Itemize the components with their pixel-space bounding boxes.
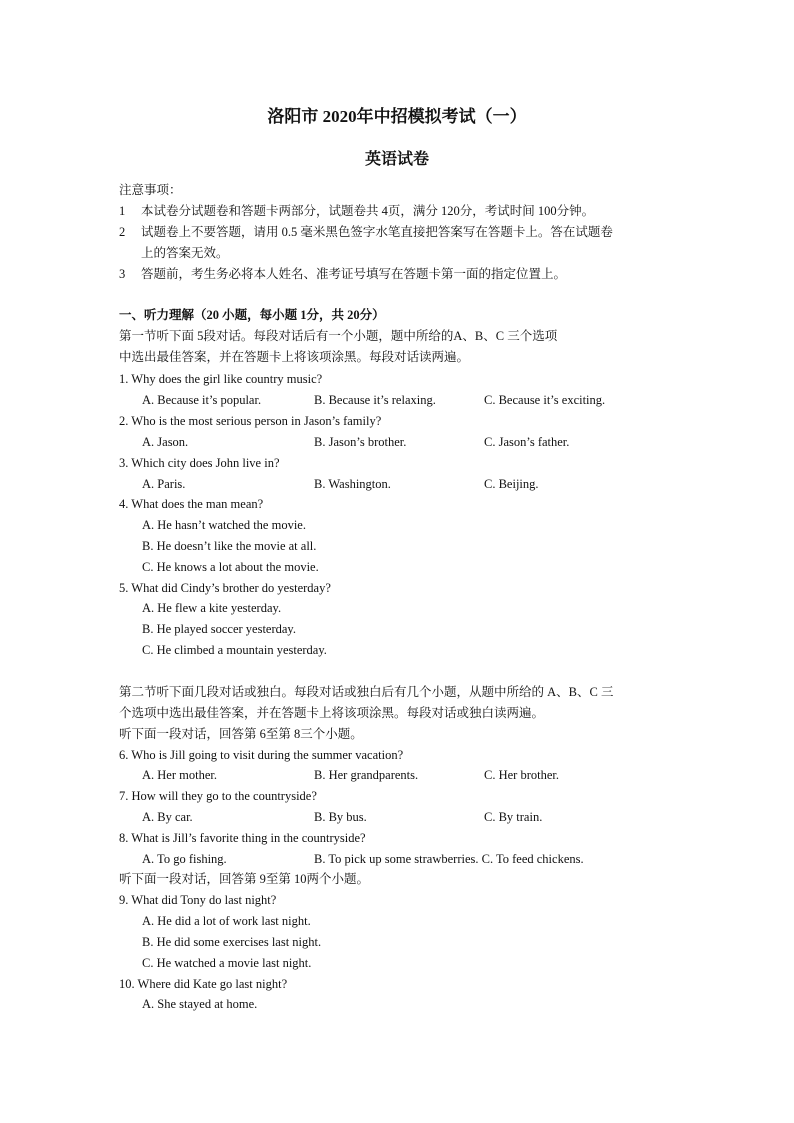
question-text: 1. Why does the girl like country music? xyxy=(119,372,323,386)
page-subtitle: 英语试卷 xyxy=(364,151,429,168)
option-b-c: B. To pick up some strawberries. C. To feed chickens. xyxy=(314,852,584,866)
option-b: B. He did some exercises last night. xyxy=(142,935,322,949)
section-instruction: 个选项中选出最佳答案，并在答题卡上将该项涂黑。每段对话或独白读两遍。 xyxy=(119,706,545,720)
option-b: B. Washington. xyxy=(314,477,391,491)
question-text: 2. Who is the most serious person in Jason’s family? xyxy=(119,414,382,428)
option-a: A. Jason. xyxy=(142,435,189,449)
section-instruction: 中选出最佳答案，并在答题卡上将该项涂黑。每段对话读两遍。 xyxy=(119,350,470,364)
option-c: C. He climbed a mountain yesterday. xyxy=(142,643,327,657)
notice-item xyxy=(119,266,566,282)
option-a: A. Because it’s popular. xyxy=(142,393,262,407)
option-a: A. Paris. xyxy=(142,477,186,491)
notice-item-number: 2 xyxy=(119,225,126,239)
page-title: 洛阳市 2020年中招模拟考试（一） xyxy=(267,107,527,126)
question-text: 8. What is Jill’s favorite thing in the countryside? xyxy=(119,831,366,845)
section-instruction: 第二节听下面几段对话或独白。每段对话或独白后有几个小题，从题中所给的 A、B、C 三 xyxy=(119,685,614,699)
option-a: A. He flew a kite yesterday. xyxy=(142,601,282,615)
section-heading: 一、听力理解（20 小题，每小题 1分，共 20分） xyxy=(119,308,385,322)
question-text: 4. What does the man mean? xyxy=(119,497,264,511)
question-text: 10. Where did Kate go last night? xyxy=(119,977,288,991)
question-text: 3. Which city does John live in? xyxy=(119,456,280,470)
option-a: A. He did a lot of work last night. xyxy=(142,914,311,928)
option-b: B. By bus. xyxy=(314,810,367,824)
option-a: A. To go fishing. xyxy=(142,852,227,866)
question-text: 7. How will they go to the countryside? xyxy=(119,789,317,803)
option-b: B. He doesn’t like the movie at all. xyxy=(142,539,317,553)
option-a: A. He hasn’t watched the movie. xyxy=(142,518,306,532)
option-b: B. He played soccer yesterday. xyxy=(142,622,296,636)
question-text: 5. What did Cindy’s brother do yesterday? xyxy=(119,581,331,595)
option-c: C. He knows a lot about the movie. xyxy=(142,560,319,574)
option-b: B. Her grandparents. xyxy=(314,768,419,782)
option-c: C. Beijing. xyxy=(484,477,539,491)
option-b: B. Because it’s relaxing. xyxy=(314,393,436,407)
question-text: 6. Who is Jill going to visit during the summer vacation? xyxy=(119,748,404,762)
notice-item-text: 本试卷分试题卷和答题卡两部分，试题卷共 4页，满分 120分，考试时间 100分钟。 xyxy=(141,204,595,218)
notice-heading: 注意事项： xyxy=(119,183,182,197)
option-c: C. Jason’s father. xyxy=(484,435,570,449)
dialog-intro: 听下面一段对话，回答第 6至第 8三个小题。 xyxy=(119,727,363,741)
notice-item-number: 1 xyxy=(119,204,126,218)
notice-item-continuation: 上的答案无效。 xyxy=(141,246,229,260)
notice-item xyxy=(119,203,594,219)
option-c: C. By train. xyxy=(484,810,543,824)
notice-item-number: 3 xyxy=(119,267,126,281)
notice-item xyxy=(119,224,613,240)
option-a: A. Her mother. xyxy=(142,768,217,782)
option-a: A. By car. xyxy=(142,810,193,824)
dialog-intro: 听下面一段对话，回答第 9至第 10两个小题。 xyxy=(119,872,370,886)
option-c: C. Her brother. xyxy=(484,768,559,782)
notice-item-text: 答题前，考生务必将本人姓名、准考证号填写在答题卡第一面的指定位置上。 xyxy=(141,267,567,281)
option-c: C. Because it’s exciting. xyxy=(484,393,606,407)
option-c: C. He watched a movie last night. xyxy=(142,956,312,970)
question-text: 9. What did Tony do last night? xyxy=(119,893,277,907)
option-b: B. Jason’s brother. xyxy=(314,435,407,449)
notice-item-text: 试题卷上不要答题，请用 0.5 毫米黑色签字水笔直接把答案写在答题卡上。答在试题卷 xyxy=(141,225,613,239)
option-a: A. She stayed at home. xyxy=(142,997,258,1011)
section-instruction: 第一节听下面 5段对话。每段对话后有一个小题，题中所给的A、B、C 三个选项 xyxy=(119,329,558,343)
